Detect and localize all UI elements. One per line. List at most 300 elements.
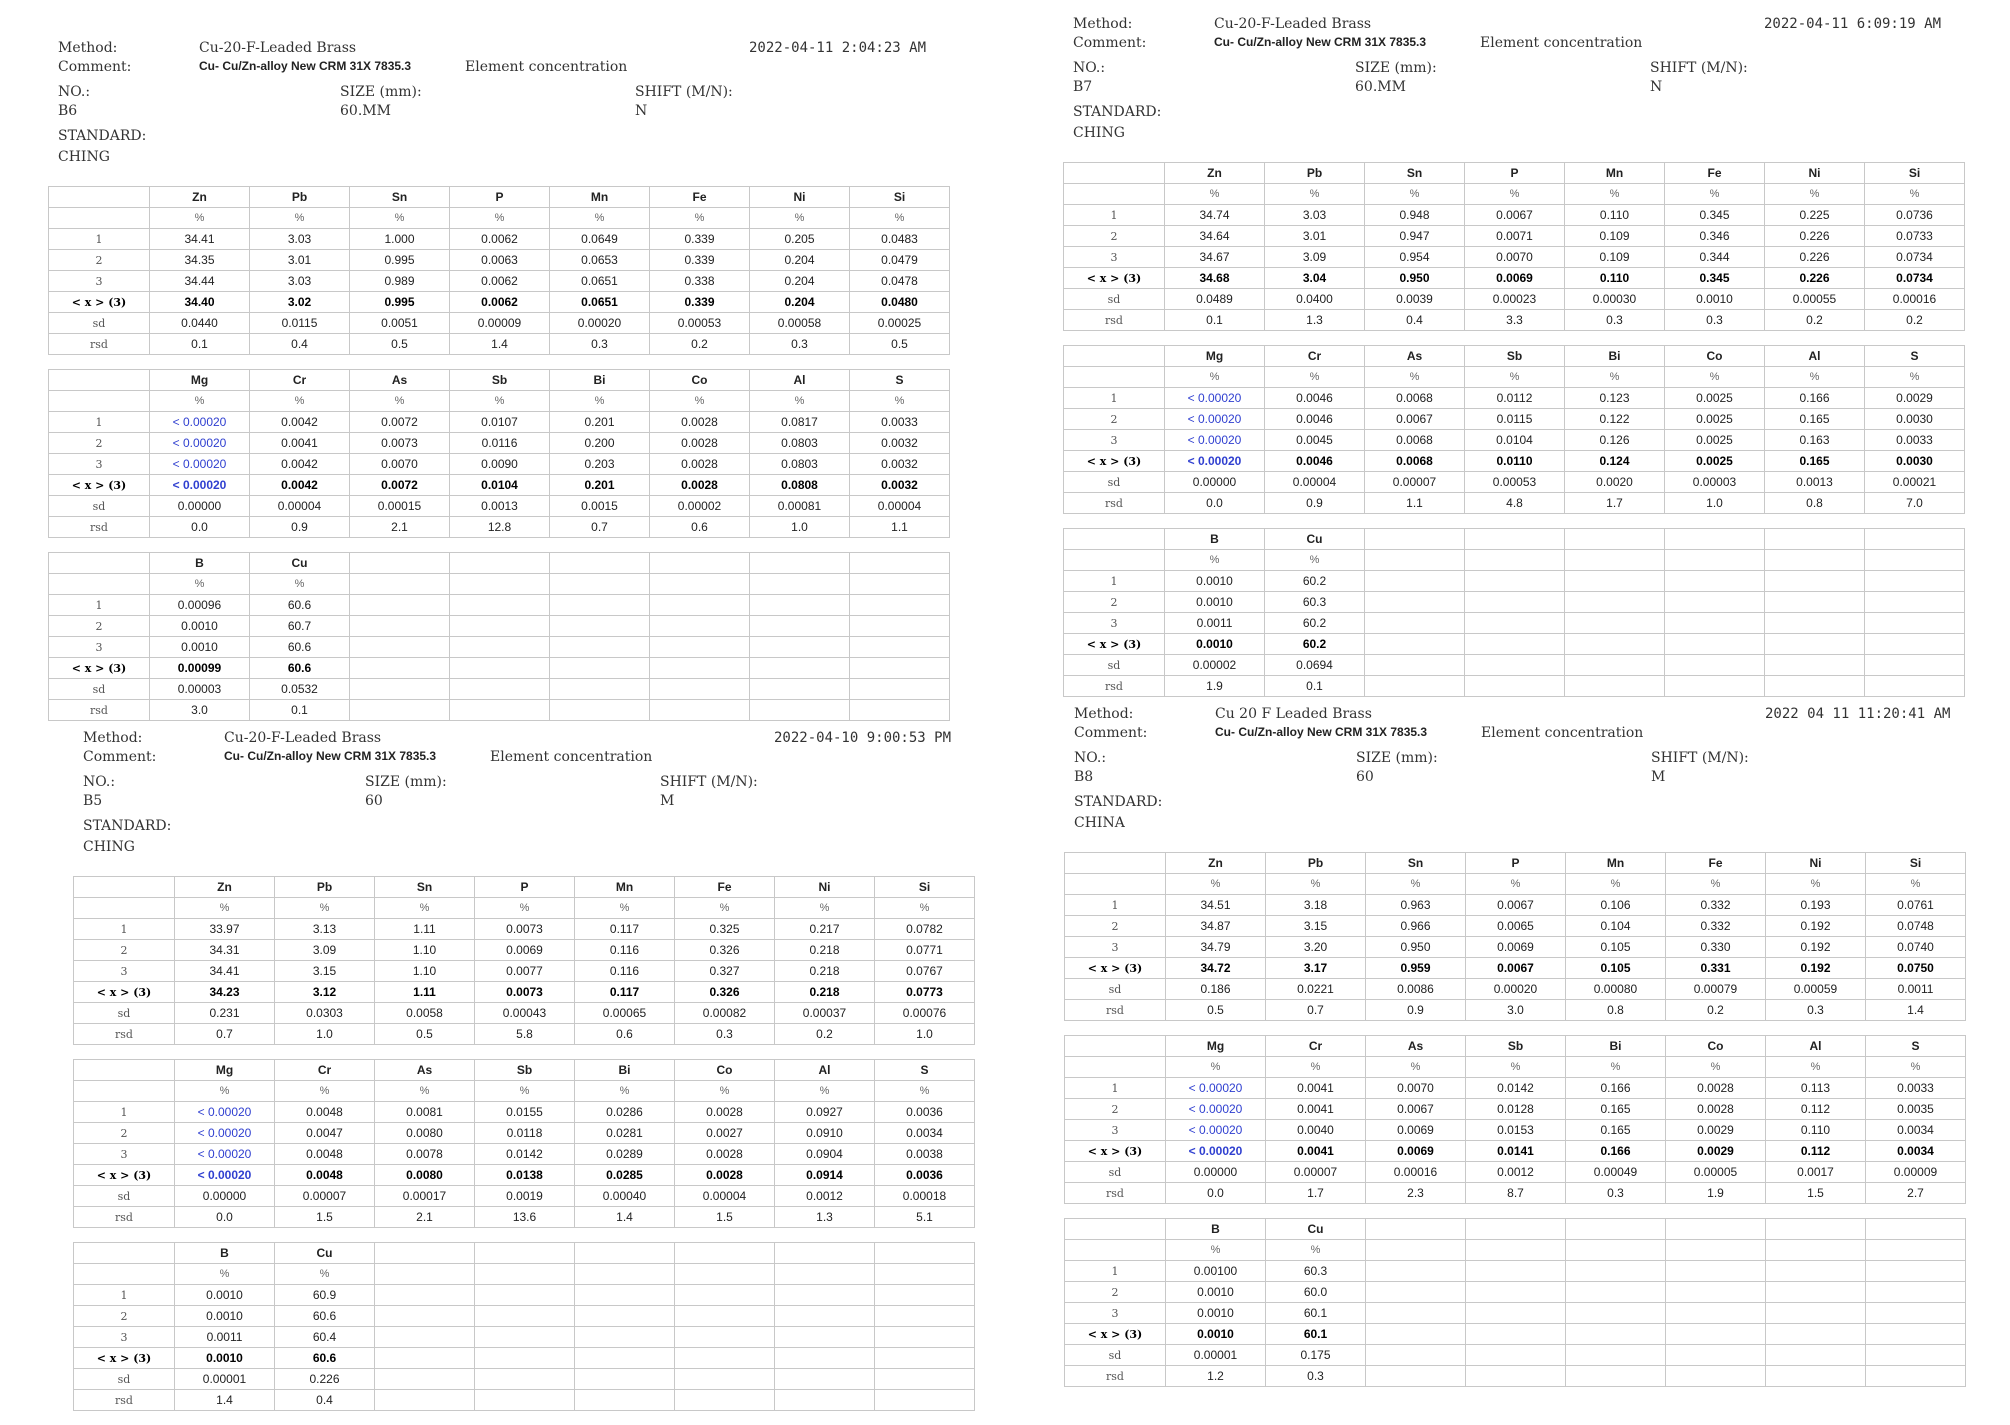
value-cell: 0.00016	[1366, 1162, 1466, 1183]
method-label: Method:	[83, 730, 143, 746]
value-cell: 0.0116	[450, 433, 550, 454]
value-cell: 0.0010	[1665, 289, 1765, 310]
value-cell: 0.0767	[875, 961, 975, 982]
value-cell: < 0.00020	[1166, 1141, 1266, 1162]
measurement-row	[49, 250, 950, 271]
mean-row	[49, 475, 950, 496]
value-cell: 5.1	[875, 1207, 975, 1228]
value-cell	[775, 1306, 875, 1327]
value-cell: 1.11	[375, 919, 475, 940]
report-b8	[1064, 694, 1966, 1401]
row-label: rsd	[49, 334, 150, 355]
element-name-cell	[550, 553, 650, 574]
measurement-row	[74, 919, 975, 940]
element-block-balance	[48, 552, 950, 721]
value-cell: 0.0750	[1866, 958, 1966, 979]
measurement-row	[74, 1285, 975, 1306]
value-cell: 0.0069	[1466, 937, 1566, 958]
unit-cell: %	[1566, 874, 1666, 895]
value-cell: 1.3	[775, 1207, 875, 1228]
unit-cell: %	[250, 574, 350, 595]
value-cell: 0.3	[675, 1024, 775, 1045]
unit-cell	[1666, 1240, 1766, 1261]
row-label: sd	[49, 679, 150, 700]
value-cell: 0.950	[1365, 268, 1465, 289]
value-cell: < 0.00020	[175, 1144, 275, 1165]
value-cell: 0.3	[750, 334, 850, 355]
value-cell: 0.0072	[350, 475, 450, 496]
value-cell: 0.0010	[175, 1306, 275, 1327]
value-cell: < 0.00020	[1165, 430, 1265, 451]
value-cell: 1.7	[1266, 1183, 1366, 1204]
value-cell	[750, 616, 850, 637]
unit-cell: %	[750, 208, 850, 229]
value-cell: 0.0069	[1366, 1141, 1466, 1162]
value-cell: 0.0067	[1466, 895, 1566, 916]
element-name-cell: Pb	[1265, 163, 1365, 184]
value-cell: 0.0027	[675, 1123, 775, 1144]
value-cell	[1366, 1345, 1466, 1366]
unit-cell: %	[375, 898, 475, 919]
value-cell: 1.9	[1666, 1183, 1766, 1204]
value-cell: 0.0440	[150, 313, 250, 334]
value-cell: 0.0303	[275, 1003, 375, 1024]
value-cell	[375, 1306, 475, 1327]
value-cell: 60.6	[275, 1348, 375, 1369]
value-cell: 0.345	[1665, 268, 1765, 289]
element-name-cell	[1666, 1219, 1766, 1240]
value-cell: 3.03	[250, 271, 350, 292]
mean-row	[1065, 958, 1966, 979]
unit-cell	[1866, 1240, 1966, 1261]
unit-cell: %	[1166, 1057, 1266, 1078]
value-cell: 0.0063	[450, 250, 550, 271]
value-cell	[1765, 592, 1865, 613]
value-cell: 0.2	[1666, 1000, 1766, 1021]
rsd-row	[74, 1024, 975, 1045]
value-cell: 0.0010	[175, 1348, 275, 1369]
row-label: 1	[1064, 205, 1165, 226]
row-label: rsd	[1065, 1183, 1166, 1204]
measurement-row	[1064, 430, 1965, 451]
value-cell: 1.10	[375, 961, 475, 982]
rsd-row	[49, 517, 950, 538]
value-cell: 0.163	[1765, 430, 1865, 451]
value-cell: 1.0	[875, 1024, 975, 1045]
row-label: 2	[1065, 1282, 1166, 1303]
value-cell	[1666, 1261, 1766, 1282]
unit-cell: %	[1265, 550, 1365, 571]
value-cell	[575, 1390, 675, 1411]
element-name-cell	[850, 553, 950, 574]
method-label: Method:	[58, 40, 118, 56]
value-cell: 0.0028	[675, 1144, 775, 1165]
unit-row	[1064, 367, 1965, 388]
value-cell: 0.117	[575, 982, 675, 1003]
standard-value: CHING	[1073, 125, 1125, 141]
value-cell: 0.110	[1565, 205, 1665, 226]
value-cell: 0.105	[1566, 958, 1666, 979]
value-cell: 0.0030	[1865, 409, 1965, 430]
value-cell: 3.15	[275, 961, 375, 982]
measurement-row	[74, 961, 975, 982]
value-cell	[1465, 571, 1565, 592]
value-cell	[1466, 1282, 1566, 1303]
value-cell: 0.0067	[1366, 1099, 1466, 1120]
value-cell: 0.0078	[375, 1144, 475, 1165]
value-cell: 0.00000	[1165, 472, 1265, 493]
value-cell	[550, 616, 650, 637]
element-name-cell: Fe	[675, 877, 775, 898]
unit-cell: %	[1466, 1057, 1566, 1078]
value-cell: 0.0046	[1265, 388, 1365, 409]
value-cell: 60.2	[1265, 613, 1365, 634]
value-cell	[350, 637, 450, 658]
value-cell: 0.0285	[575, 1165, 675, 1186]
unit-cell: %	[550, 208, 650, 229]
value-cell: 0.0138	[475, 1165, 575, 1186]
element-name-cell	[575, 1243, 675, 1264]
value-cell: 0.0479	[850, 250, 950, 271]
value-cell: 0.0910	[775, 1123, 875, 1144]
value-cell: 0.0115	[250, 313, 350, 334]
value-cell: 0.3	[1766, 1000, 1866, 1021]
value-cell: 0.0010	[1165, 634, 1265, 655]
value-cell: 0.0040	[1266, 1120, 1366, 1141]
unit-cell: %	[350, 208, 450, 229]
value-cell: 0.0153	[1466, 1120, 1566, 1141]
unit-cell: %	[850, 208, 950, 229]
unit-cell: %	[575, 898, 675, 919]
value-cell	[1465, 613, 1565, 634]
measurement-row	[74, 940, 975, 961]
unit-cell	[1565, 550, 1665, 571]
element-name-cell: P	[1466, 853, 1566, 874]
value-cell: 0.204	[750, 250, 850, 271]
value-cell: 60.0	[1266, 1282, 1366, 1303]
value-cell: 3.09	[1265, 247, 1365, 268]
value-cell: 0.0080	[375, 1165, 475, 1186]
value-cell: 0.0033	[1866, 1078, 1966, 1099]
value-cell: 0.0068	[1365, 430, 1465, 451]
value-cell: 0.00001	[175, 1369, 275, 1390]
value-cell	[1666, 1345, 1766, 1366]
value-cell: 0.0	[1165, 493, 1265, 514]
row-label: 1	[49, 412, 150, 433]
value-cell: 0.00100	[1166, 1261, 1266, 1282]
unit-cell: %	[475, 1081, 575, 1102]
element-name-cell: B	[1166, 1219, 1266, 1240]
value-cell: 0.0927	[775, 1102, 875, 1123]
measurement-row	[74, 1144, 975, 1165]
value-cell: 60.9	[275, 1285, 375, 1306]
value-cell: 0.116	[575, 940, 675, 961]
sd-row	[49, 679, 950, 700]
value-cell: 0.0035	[1866, 1099, 1966, 1120]
value-cell: 60.4	[275, 1327, 375, 1348]
unit-cell	[650, 574, 750, 595]
value-cell	[850, 637, 950, 658]
method-value: Cu-20-F-Leaded Brass	[1214, 16, 1372, 32]
element-name-cell: Mg	[1165, 346, 1265, 367]
value-cell: 0.165	[1765, 409, 1865, 430]
comment-label: Comment:	[83, 749, 157, 765]
row-label: 3	[1065, 1303, 1166, 1324]
element-name-cell: As	[1366, 1036, 1466, 1057]
value-cell: 0.0010	[1166, 1303, 1266, 1324]
value-cell: 0.332	[1666, 895, 1766, 916]
value-cell: 0.00005	[1666, 1162, 1766, 1183]
unit-cell: %	[1666, 874, 1766, 895]
value-cell: 0.00043	[475, 1003, 575, 1024]
report-header	[48, 28, 950, 186]
value-cell: 0.5	[850, 334, 950, 355]
value-cell: 0.0062	[450, 229, 550, 250]
unit-cell: %	[875, 898, 975, 919]
value-cell: 0.00007	[1266, 1162, 1366, 1183]
value-cell: 0.0736	[1865, 205, 1965, 226]
row-label: sd	[49, 313, 150, 334]
value-cell: 12.8	[450, 517, 550, 538]
value-cell: 0.00076	[875, 1003, 975, 1024]
value-cell: 0.00002	[650, 496, 750, 517]
value-cell: 0.104	[1566, 916, 1666, 937]
value-cell: 0.0734	[1865, 247, 1965, 268]
value-cell: 0.346	[1665, 226, 1765, 247]
row-label: 3	[1065, 1120, 1166, 1141]
row-label: 3	[74, 961, 175, 982]
element-name-cell	[1765, 529, 1865, 550]
element-name-cell: Zn	[175, 877, 275, 898]
value-cell	[550, 658, 650, 679]
value-cell: 0.0080	[375, 1123, 475, 1144]
rsd-row	[49, 334, 950, 355]
value-cell	[1565, 634, 1665, 655]
measurement-row	[1064, 388, 1965, 409]
value-cell: 0.0039	[1365, 289, 1465, 310]
value-cell: 34.35	[150, 250, 250, 271]
measurement-row	[1065, 1261, 1966, 1282]
value-cell: 0.105	[1566, 937, 1666, 958]
value-cell	[575, 1327, 675, 1348]
value-cell: 0.0904	[775, 1144, 875, 1165]
value-cell	[850, 679, 950, 700]
value-cell: < 0.00020	[1166, 1078, 1266, 1099]
unit-cell: %	[1165, 550, 1265, 571]
timestamp: 2022-04-10 9:00:53 PM	[774, 730, 952, 746]
value-cell	[1565, 592, 1665, 613]
value-cell: 0.0032	[850, 433, 950, 454]
element-name-cell: Bi	[575, 1060, 675, 1081]
value-cell: 0.00025	[850, 313, 950, 334]
unit-cell: %	[1365, 184, 1465, 205]
value-cell: 0.339	[650, 229, 750, 250]
unit-cell: %	[1765, 367, 1865, 388]
size-value: 60	[365, 793, 383, 809]
value-cell: 0.3	[1566, 1183, 1666, 1204]
element-name-cell: B	[175, 1243, 275, 1264]
row-label: rsd	[49, 700, 150, 721]
value-cell	[475, 1285, 575, 1306]
mean-row	[1064, 268, 1965, 289]
value-cell: < 0.00020	[175, 1165, 275, 1186]
value-cell: 60.1	[1266, 1303, 1366, 1324]
unit-cell: %	[275, 898, 375, 919]
no-label: NO.:	[1074, 750, 1107, 766]
value-cell: 0.0036	[875, 1102, 975, 1123]
element-name-cell: S	[1865, 346, 1965, 367]
value-cell: 0.0028	[650, 475, 750, 496]
rsd-row	[1064, 493, 1965, 514]
value-cell: 0.2	[1865, 310, 1965, 331]
measurement-row	[74, 1306, 975, 1327]
unit-cell	[1465, 550, 1565, 571]
value-cell	[1865, 571, 1965, 592]
unit-cell: %	[1266, 874, 1366, 895]
value-cell: 0.0653	[550, 250, 650, 271]
value-cell: 0.0010	[150, 616, 250, 637]
rsd-row	[74, 1390, 975, 1411]
value-cell: 0.0020	[1565, 472, 1665, 493]
value-cell: 0.00009	[1866, 1162, 1966, 1183]
value-cell: 33.97	[175, 919, 275, 940]
unit-cell: %	[1266, 1057, 1366, 1078]
measurement-row	[49, 637, 950, 658]
value-cell: 0.00007	[275, 1186, 375, 1207]
value-cell: 0.0046	[1265, 409, 1365, 430]
element-block-primary	[73, 876, 975, 1045]
unit-cell	[1466, 1240, 1566, 1261]
row-label: rsd	[1064, 676, 1165, 697]
value-cell: 0.948	[1365, 205, 1465, 226]
mean-row	[1065, 1141, 1966, 1162]
value-cell: 3.13	[275, 919, 375, 940]
value-cell	[650, 616, 750, 637]
value-cell: 0.0649	[550, 229, 650, 250]
value-cell: 0.0073	[475, 982, 575, 1003]
row-label: sd	[74, 1186, 175, 1207]
row-label: sd	[74, 1369, 175, 1390]
element-name-cell: Cu	[1266, 1219, 1366, 1240]
value-cell: 0.192	[1766, 958, 1866, 979]
value-cell: 3.02	[250, 292, 350, 313]
value-cell: 0.9	[250, 517, 350, 538]
value-cell: 0.2	[1765, 310, 1865, 331]
corner-cell	[1064, 184, 1165, 205]
value-cell: 0.3	[1266, 1366, 1366, 1387]
value-cell: 5.8	[475, 1024, 575, 1045]
value-cell	[1765, 613, 1865, 634]
corner-cell	[49, 574, 150, 595]
size-label: SIZE (mm):	[1356, 750, 1438, 766]
value-cell: 34.67	[1165, 247, 1265, 268]
element-name-cell	[1566, 1219, 1666, 1240]
value-cell: 1.4	[1866, 1000, 1966, 1021]
value-cell: 34.68	[1165, 268, 1265, 289]
element-name-cell: Si	[1865, 163, 1965, 184]
value-cell	[1765, 571, 1865, 592]
value-cell: 0.00037	[775, 1003, 875, 1024]
value-cell	[1365, 613, 1465, 634]
value-cell: 0.0067	[1465, 205, 1565, 226]
unit-cell	[875, 1264, 975, 1285]
timestamp: 2022-04-11 2:04:23 AM	[749, 40, 927, 56]
value-cell: 0.00003	[150, 679, 250, 700]
unit-cell	[1365, 550, 1465, 571]
value-cell: 0.0483	[850, 229, 950, 250]
measurement-row	[1065, 1120, 1966, 1141]
unit-cell: %	[1765, 184, 1865, 205]
value-cell: 0.4	[250, 334, 350, 355]
rsd-row	[1065, 1183, 1966, 1204]
value-cell: 0.0010	[1166, 1282, 1266, 1303]
measurement-row	[74, 1327, 975, 1348]
value-cell	[475, 1390, 575, 1411]
value-cell: 0.00000	[150, 496, 250, 517]
value-cell	[1366, 1366, 1466, 1387]
value-cell: 0.0029	[1666, 1141, 1766, 1162]
comment-label: Comment:	[58, 59, 132, 75]
element-name-cell: Pb	[250, 187, 350, 208]
element-name-cell: Si	[875, 877, 975, 898]
corner-cell	[1065, 874, 1166, 895]
value-cell: 0.0058	[375, 1003, 475, 1024]
unit-cell: %	[1666, 1057, 1766, 1078]
value-cell: 0.0694	[1265, 655, 1365, 676]
value-cell: 0.0067	[1365, 409, 1465, 430]
value-cell	[1365, 634, 1465, 655]
value-cell	[750, 637, 850, 658]
measurement-row	[74, 1123, 975, 1144]
unit-row	[74, 1264, 975, 1285]
rsd-row	[1065, 1000, 1966, 1021]
value-cell: 0.112	[1766, 1141, 1866, 1162]
value-cell: 1.5	[1766, 1183, 1866, 1204]
unit-cell: %	[1766, 1057, 1866, 1078]
value-cell: 0.0034	[1866, 1141, 1966, 1162]
sd-row	[74, 1186, 975, 1207]
value-cell: 34.64	[1165, 226, 1265, 247]
unit-cell: %	[475, 898, 575, 919]
value-cell	[450, 637, 550, 658]
value-cell: 0.201	[550, 412, 650, 433]
value-cell: 0.0030	[1865, 451, 1965, 472]
element-name-cell: Sb	[475, 1060, 575, 1081]
corner-cell	[1064, 346, 1165, 367]
measurement-row	[1064, 205, 1965, 226]
unit-cell: %	[250, 391, 350, 412]
value-cell: 0.0046	[1265, 451, 1365, 472]
element-name-cell: Sb	[450, 370, 550, 391]
value-cell: 0.345	[1665, 205, 1765, 226]
value-cell: 0.1	[1165, 310, 1265, 331]
element-name-cell: Cu	[275, 1243, 375, 1264]
value-cell: 0.995	[350, 292, 450, 313]
row-label: rsd	[74, 1390, 175, 1411]
size-value: 60.MM	[340, 103, 391, 119]
row-label: < x > (3)	[49, 475, 150, 496]
value-cell: 0.7	[1266, 1000, 1366, 1021]
value-cell: 0.123	[1565, 388, 1665, 409]
shift-label: SHIFT (M/N):	[635, 84, 733, 100]
size-label: SIZE (mm):	[365, 774, 447, 790]
value-cell: 0.193	[1766, 895, 1866, 916]
value-cell: 0.0010	[1165, 592, 1265, 613]
value-cell: 0.0480	[850, 292, 950, 313]
value-cell: 0.110	[1766, 1120, 1866, 1141]
value-cell: 60.6	[275, 1306, 375, 1327]
unit-cell: %	[150, 208, 250, 229]
